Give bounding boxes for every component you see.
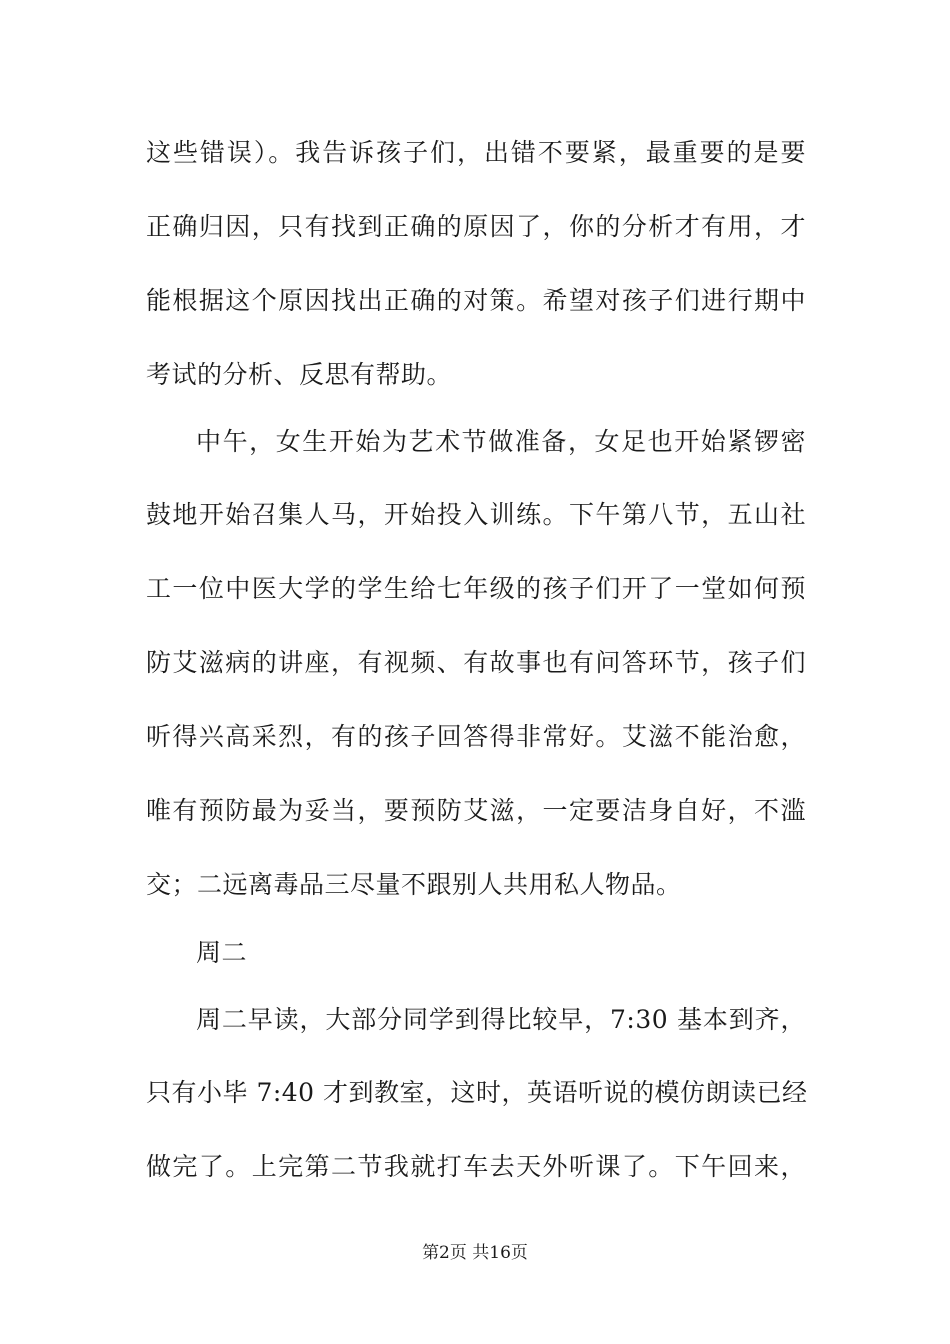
paragraph-line: 能根据这个原因找出正确的对策。希望对孩子们进行期中: [146, 286, 806, 315]
paragraph-line: 周二早读，大部分同学到得比较早，7:30 基本到齐，: [196, 1005, 806, 1034]
page-number-footer: 第2页 共16页: [422, 1243, 528, 1263]
paragraph-line: 这些错误）。我告诉孩子们，出错不要紧，最重要的是要: [146, 138, 806, 167]
paragraph-line: 工一位中医大学的学生给七年级的孩子们开了一堂如何预: [146, 574, 806, 603]
paragraph-line: 考试的分析、反思有帮助。: [146, 360, 453, 389]
paragraph-line: 防艾滋病的讲座，有视频、有故事也有问答环节，孩子们: [146, 648, 806, 677]
paragraph-line: 正确归因，只有找到正确的原因了，你的分析才有用，才: [146, 212, 806, 241]
paragraph-line: 做完了。上完第二节我就打车去天外听课了。下午回来，: [146, 1152, 806, 1181]
paragraph-line: 只有小毕 7:40 才到教室，这时，英语听说的模仿朗读已经: [146, 1078, 808, 1107]
paragraph-line: 鼓地开始召集人马，开始投入训练。下午第八节，五山社: [146, 500, 806, 529]
section-heading: 周二: [196, 938, 248, 967]
paragraph-line: 中午，女生开始为艺术节做准备，女足也开始紧锣密: [196, 427, 806, 456]
paragraph-line: 唯有预防最为妥当，要预防艾滋，一定要洁身自好，不滥: [146, 796, 806, 825]
paragraph-line: 听得兴高采烈，有的孩子回答得非常好。艾滋不能治愈，: [146, 722, 806, 751]
paragraph-line: 交；二远离毒品三尽量不跟别人共用私人物品。: [146, 870, 682, 899]
